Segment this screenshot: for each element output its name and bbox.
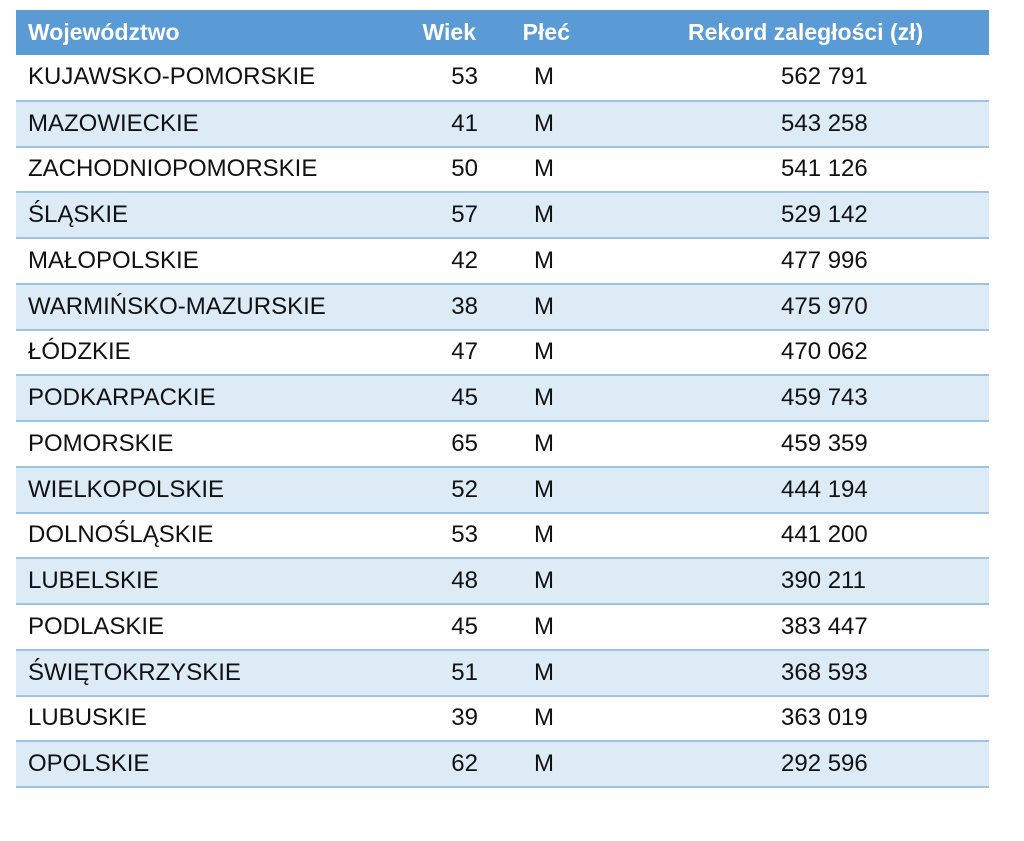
cell-plec: M: [496, 284, 606, 330]
header-plec: Płeć: [496, 10, 606, 55]
table-row: [16, 192, 989, 238]
cell-wojewodztwo: ŚWIĘTOKRZYSKIE: [16, 650, 386, 696]
table-body: [16, 55, 989, 787]
table-row: [16, 101, 989, 147]
cell-wojewodztwo: PODKARPACKIE: [16, 375, 386, 421]
cell-wiek: 50: [386, 147, 496, 193]
cell-rekord: 383 447: [606, 604, 989, 650]
header-wojewodztwo: Województwo: [16, 10, 386, 55]
cell-plec: M: [496, 192, 606, 238]
table-row: [16, 741, 989, 787]
cell-plec: M: [496, 467, 606, 513]
table-row: [16, 696, 989, 742]
table-header: [16, 10, 989, 55]
cell-rekord: 529 142: [606, 192, 989, 238]
cell-wiek: 38: [386, 284, 496, 330]
cell-plec: M: [496, 375, 606, 421]
cell-wojewodztwo: OPOLSKIE: [16, 741, 386, 787]
cell-wiek: 45: [386, 375, 496, 421]
cell-rekord: 562 791: [606, 55, 989, 101]
cell-wojewodztwo: MAZOWIECKIE: [16, 101, 386, 147]
cell-plec: M: [496, 558, 606, 604]
cell-wiek: 41: [386, 101, 496, 147]
table-row: [16, 55, 989, 101]
cell-wiek: 65: [386, 421, 496, 467]
cell-plec: M: [496, 238, 606, 284]
cell-rekord: 368 593: [606, 650, 989, 696]
cell-rekord: 459 359: [606, 421, 989, 467]
cell-wiek: 48: [386, 558, 496, 604]
header-rekord: Rekord zaległości (zł): [606, 10, 989, 55]
cell-wiek: 52: [386, 467, 496, 513]
cell-wojewodztwo: ŚLĄSKIE: [16, 192, 386, 238]
cell-wiek: 45: [386, 604, 496, 650]
cell-wojewodztwo: DOLNOŚLĄSKIE: [16, 513, 386, 559]
cell-wojewodztwo: PODLASKIE: [16, 604, 386, 650]
debt-records-table-container: [16, 10, 989, 788]
cell-rekord: 292 596: [606, 741, 989, 787]
header-row: [16, 10, 989, 55]
cell-plec: M: [496, 421, 606, 467]
cell-rekord: 475 970: [606, 284, 989, 330]
cell-rekord: 444 194: [606, 467, 989, 513]
cell-plec: M: [496, 604, 606, 650]
cell-rekord: 363 019: [606, 696, 989, 742]
cell-wojewodztwo: POMORSKIE: [16, 421, 386, 467]
cell-rekord: 543 258: [606, 101, 989, 147]
table-row: [16, 513, 989, 559]
cell-wojewodztwo: LUBUSKIE: [16, 696, 386, 742]
header-wiek: Wiek: [386, 10, 496, 55]
cell-wiek: 62: [386, 741, 496, 787]
cell-wiek: 53: [386, 513, 496, 559]
cell-plec: M: [496, 513, 606, 559]
cell-wojewodztwo: WARMIŃSKO-MAZURSKIE: [16, 284, 386, 330]
table-row: [16, 284, 989, 330]
cell-plec: M: [496, 101, 606, 147]
table-row: [16, 375, 989, 421]
cell-wojewodztwo: KUJAWSKO-POMORSKIE: [16, 55, 386, 101]
table-row: [16, 650, 989, 696]
cell-wojewodztwo: MAŁOPOLSKIE: [16, 238, 386, 284]
cell-rekord: 470 062: [606, 330, 989, 376]
cell-plec: M: [496, 696, 606, 742]
cell-wojewodztwo: ŁÓDZKIE: [16, 330, 386, 376]
cell-rekord: 441 200: [606, 513, 989, 559]
table-row: [16, 147, 989, 193]
table-row: [16, 421, 989, 467]
cell-wojewodztwo: LUBELSKIE: [16, 558, 386, 604]
cell-wiek: 53: [386, 55, 496, 101]
table-row: [16, 467, 989, 513]
table-row: [16, 558, 989, 604]
cell-wiek: 39: [386, 696, 496, 742]
cell-plec: M: [496, 741, 606, 787]
cell-plec: M: [496, 147, 606, 193]
cell-plec: M: [496, 650, 606, 696]
table-row: [16, 330, 989, 376]
cell-wiek: 47: [386, 330, 496, 376]
cell-rekord: 459 743: [606, 375, 989, 421]
cell-plec: M: [496, 55, 606, 101]
cell-wojewodztwo: WIELKOPOLSKIE: [16, 467, 386, 513]
cell-rekord: 390 211: [606, 558, 989, 604]
cell-rekord: 477 996: [606, 238, 989, 284]
table-row: [16, 604, 989, 650]
table-row: [16, 238, 989, 284]
debt-records-table: [16, 10, 989, 788]
cell-wiek: 51: [386, 650, 496, 696]
cell-wojewodztwo: ZACHODNIOPOMORSKIE: [16, 147, 386, 193]
cell-wiek: 42: [386, 238, 496, 284]
cell-wiek: 57: [386, 192, 496, 238]
cell-rekord: 541 126: [606, 147, 989, 193]
cell-plec: M: [496, 330, 606, 376]
